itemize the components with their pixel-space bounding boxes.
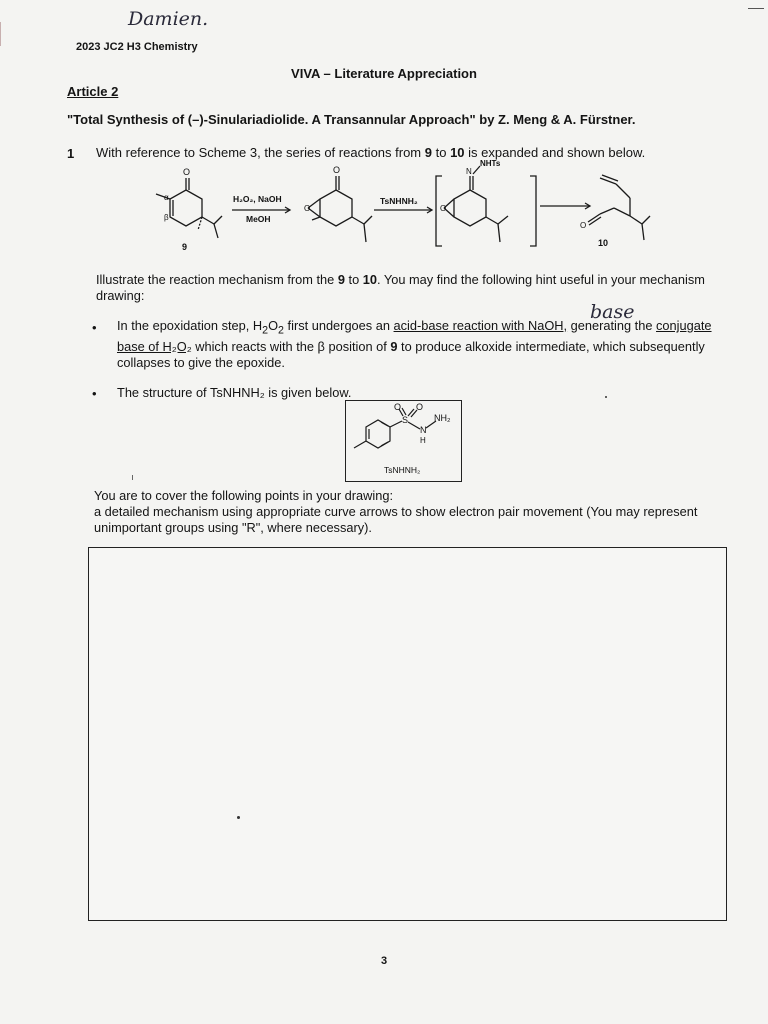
stray-tick	[132, 475, 133, 480]
compound-9-label: 9	[182, 242, 188, 252]
tsnhnh2-caption: TsNHNH₂	[384, 465, 421, 475]
alpha-label: α	[164, 193, 169, 202]
corner-mark	[748, 8, 764, 9]
hydrazone-n-label: N	[466, 167, 472, 176]
question-lead: With reference to Scheme 3, the series of reactions from 9 to 10 is expanded and shown below.	[96, 145, 646, 160]
compound-9-structure	[156, 178, 222, 238]
sulfonyl-o-right: O	[416, 402, 424, 412]
article-label: Article 2	[67, 84, 119, 99]
reagent-meoh: MeOH	[246, 214, 271, 224]
stray-dot-answer	[237, 816, 240, 819]
bullet-marker-2: •	[92, 386, 97, 401]
stray-dot	[605, 396, 607, 398]
beta-label: β	[164, 213, 169, 222]
epoxide-o-label: O	[304, 204, 311, 213]
nh2-label: NH₂	[434, 413, 451, 423]
compound-10-label: 10	[598, 238, 609, 248]
page-heading: VIVA – Literature Appreciation	[291, 66, 477, 81]
hydrogen-label: H	[420, 436, 426, 445]
nhts-label: NHTs	[480, 159, 501, 168]
course-label: 2023 JC2 H3 Chemistry	[76, 41, 198, 53]
hint-tsnhnh2-structure: The structure of TsNHNH₂ is given below.	[117, 385, 352, 400]
cover-line-2: a detailed mechanism using appropriate curve arrows to show electron pair movement (You may represent unimportant groups using "R", where necessary).	[94, 504, 698, 535]
aldehyde-o-label: O	[580, 221, 587, 230]
epoxide-intermediate-structure	[308, 176, 372, 242]
question-number: 1	[67, 146, 75, 161]
bullet-marker-1: •	[92, 320, 97, 335]
article-reference: "Total Synthesis of (–)-Sinulariadiolide. A Transannular Approach" by Z. Meng & A. Fürstner.	[67, 112, 636, 127]
hydrazone-o-label: O	[440, 204, 447, 213]
page-number: 3	[380, 955, 388, 967]
handwritten-base-note: base	[590, 301, 635, 323]
ketone-o-label-epoxide: O	[333, 165, 341, 175]
compound-10-structure	[588, 175, 650, 240]
cover-instructions	[94, 488, 722, 536]
hydrazone-intermediate-structure	[444, 166, 508, 242]
ketone-o-label-9: O	[183, 167, 191, 177]
margin-mark	[0, 22, 1, 46]
tsnhnh2-structure-box	[345, 400, 462, 482]
nitrogen-label: N	[420, 425, 427, 435]
answer-box[interactable]	[88, 547, 727, 921]
handwritten-name: Damien.	[128, 8, 209, 30]
tsnhnh2-structure	[346, 401, 461, 481]
reagent-h2o2-naoh: H₂O₂, NaOH	[233, 194, 282, 204]
sulfur-label: S	[402, 415, 409, 425]
reaction-scheme	[140, 158, 680, 258]
illustrate-instruction: Illustrate the reaction mechanism from the 9 to 10. You may find the following hint useful in your mechanism drawing:	[96, 272, 705, 303]
sulfonyl-o-left: O	[394, 402, 402, 412]
reagent-tsnhnh2: TsNHNH₂	[380, 196, 418, 206]
cover-line-1: You are to cover the following points in your drawing:	[94, 488, 394, 503]
hint-epoxidation: In the epoxidation step, $H_2O_2$ first undergoes an acid-base reaction with NaOH, generating the conjugate base of H₂O₂ which reacts with the β position of 9 to produce alkoxide intermediate, which subsequently collapses to give the epoxide.	[117, 318, 712, 370]
